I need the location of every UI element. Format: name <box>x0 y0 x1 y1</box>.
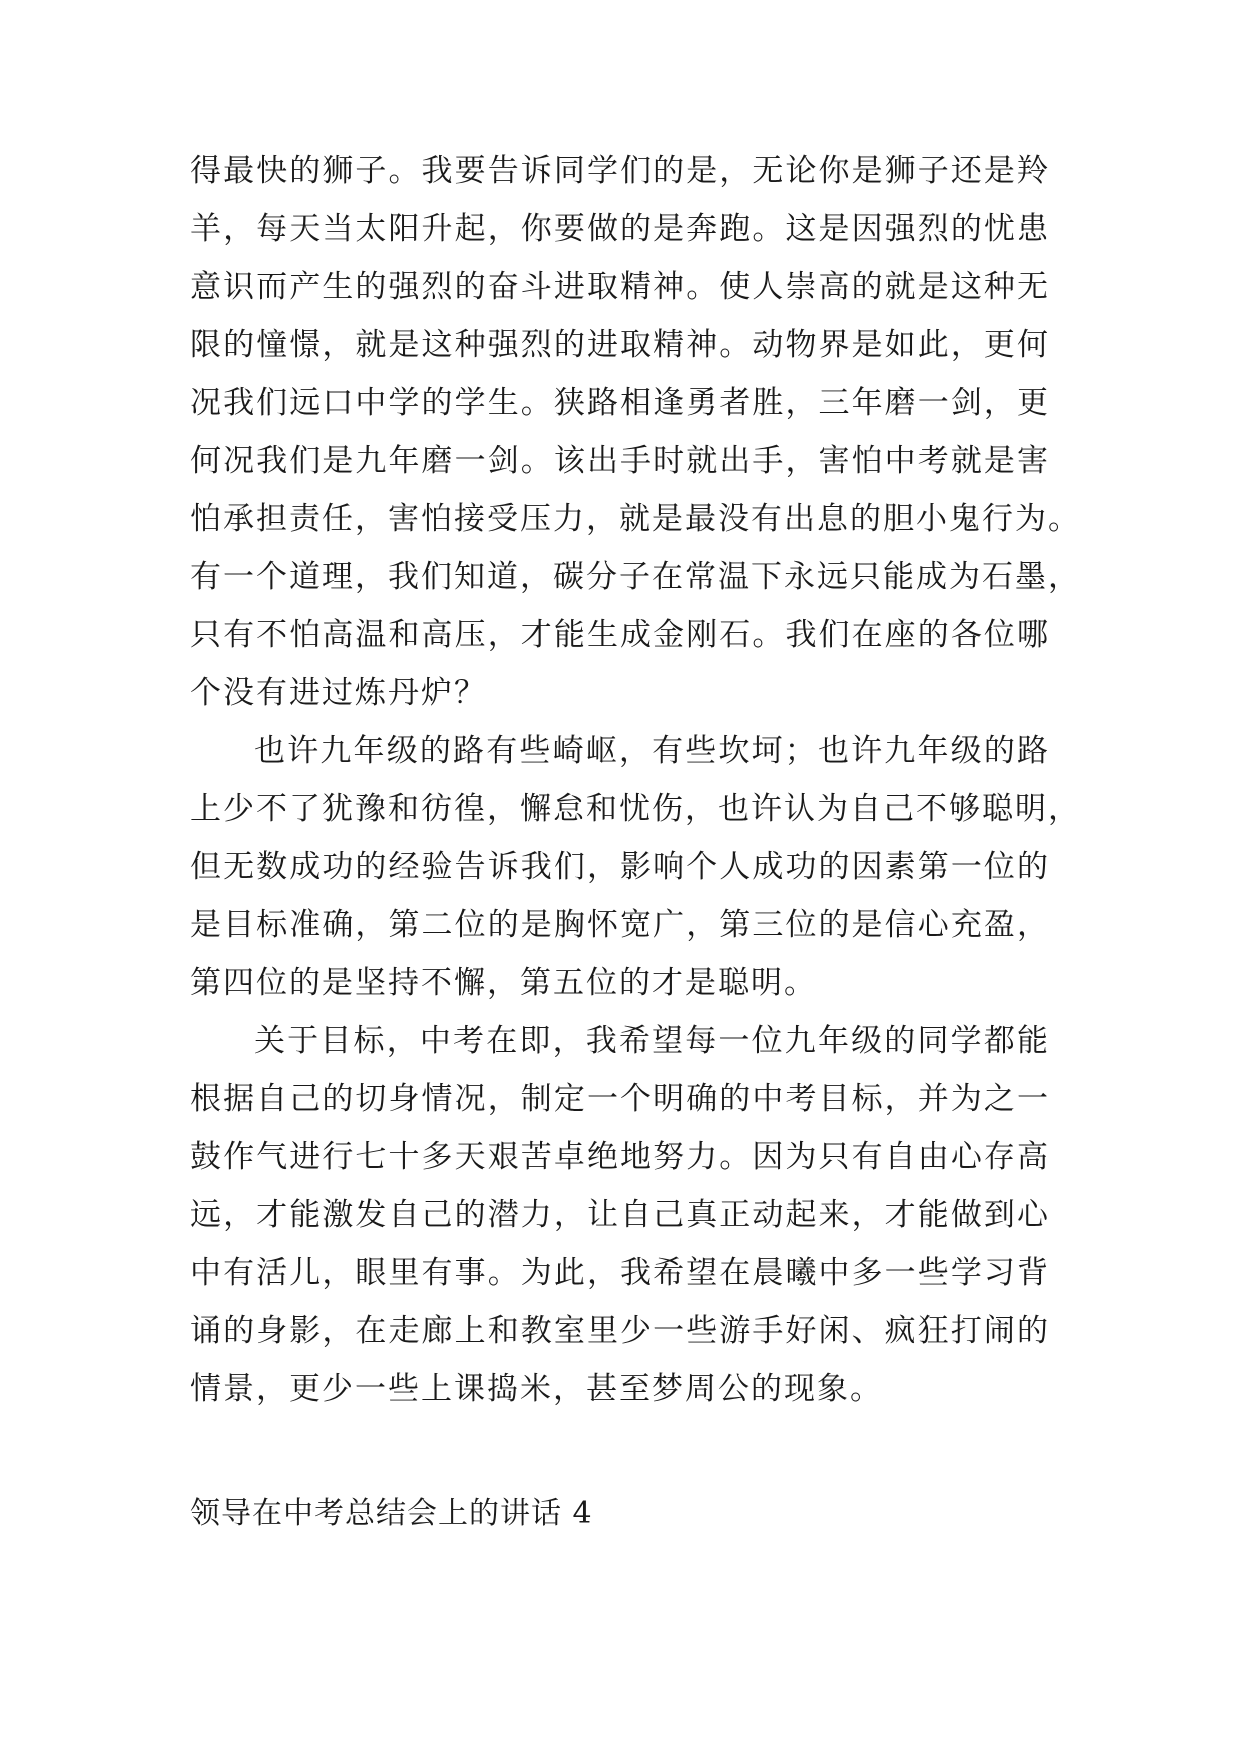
text-line: 鼓作气进行七十多天艰苦卓绝地努力。因为只有自由心存高 <box>190 1139 1050 1175</box>
text-line: 中有活儿，眼里有事。为此，我希望在晨曦中多一些学习背 <box>190 1255 1050 1291</box>
section-heading: 领导在中考总结会上的讲话 4 <box>190 1496 593 1531</box>
text-line: 何况我们是九年磨一剑。该出手时就出手，害怕中考就是害 <box>190 443 1050 479</box>
text-line: 根据自己的切身情况，制定一个明确的中考目标，并为之一 <box>190 1081 1050 1117</box>
text-line: 情景，更少一些上课捣米，甚至梦周公的现象。 <box>190 1371 883 1407</box>
paragraph-2 <box>190 722 1081 1012</box>
text-line: 限的憧憬，就是这种强烈的进取精神。动物界是如此，更何 <box>190 327 1050 363</box>
text-line: 关于目标，中考在即，我希望每一位九年级的同学都能 <box>254 1023 1050 1059</box>
text-line: 上少不了犹豫和彷徨，懈怠和忧伤，也许认为自己不够聪明， <box>190 791 1081 827</box>
text-line: 怕承担责任，害怕接受压力，就是最没有出息的胆小鬼行为。 <box>190 501 1081 537</box>
text-line: 羊，每天当太阳升起，你要做的是奔跑。这是因强烈的忧患 <box>190 211 1050 247</box>
text-line: 只有不怕高温和高压，才能生成金刚石。我们在座的各位哪 <box>190 617 1050 653</box>
text-line: 是目标准确，第二位的是胸怀宽广，第三位的是信心充盈， <box>190 907 1050 943</box>
text-line: 远，才能激发自己的潜力，让自己真正动起来，才能做到心 <box>190 1197 1050 1233</box>
text-line: 个没有进过炼丹炉？ <box>190 675 487 711</box>
text-line: 诵的身影，在走廊上和教室里少一些游手好闲、疯狂打闹的 <box>190 1313 1050 1349</box>
text-line: 但无数成功的经验告诉我们，影响个人成功的因素第一位的 <box>190 849 1050 885</box>
text-line: 意识而产生的强烈的奋斗进取精神。使人崇高的就是这种无 <box>190 269 1050 305</box>
text-line: 得最快的狮子。我要告诉同学们的是，无论你是狮子还是羚 <box>190 153 1050 189</box>
paragraph-1 <box>190 142 1081 722</box>
text-line: 有一个道理，我们知道，碳分子在常温下永远只能成为石墨， <box>190 559 1081 595</box>
text-line: 况我们远口中学的学生。狭路相逢勇者胜，三年磨一剑，更 <box>190 385 1050 421</box>
paragraph-3 <box>190 1012 1050 1418</box>
text-line: 也许九年级的路有些崎岖，有些坎坷；也许九年级的路 <box>254 733 1050 769</box>
text-line: 第四位的是坚持不懈，第五位的才是聪明。 <box>190 965 817 1001</box>
